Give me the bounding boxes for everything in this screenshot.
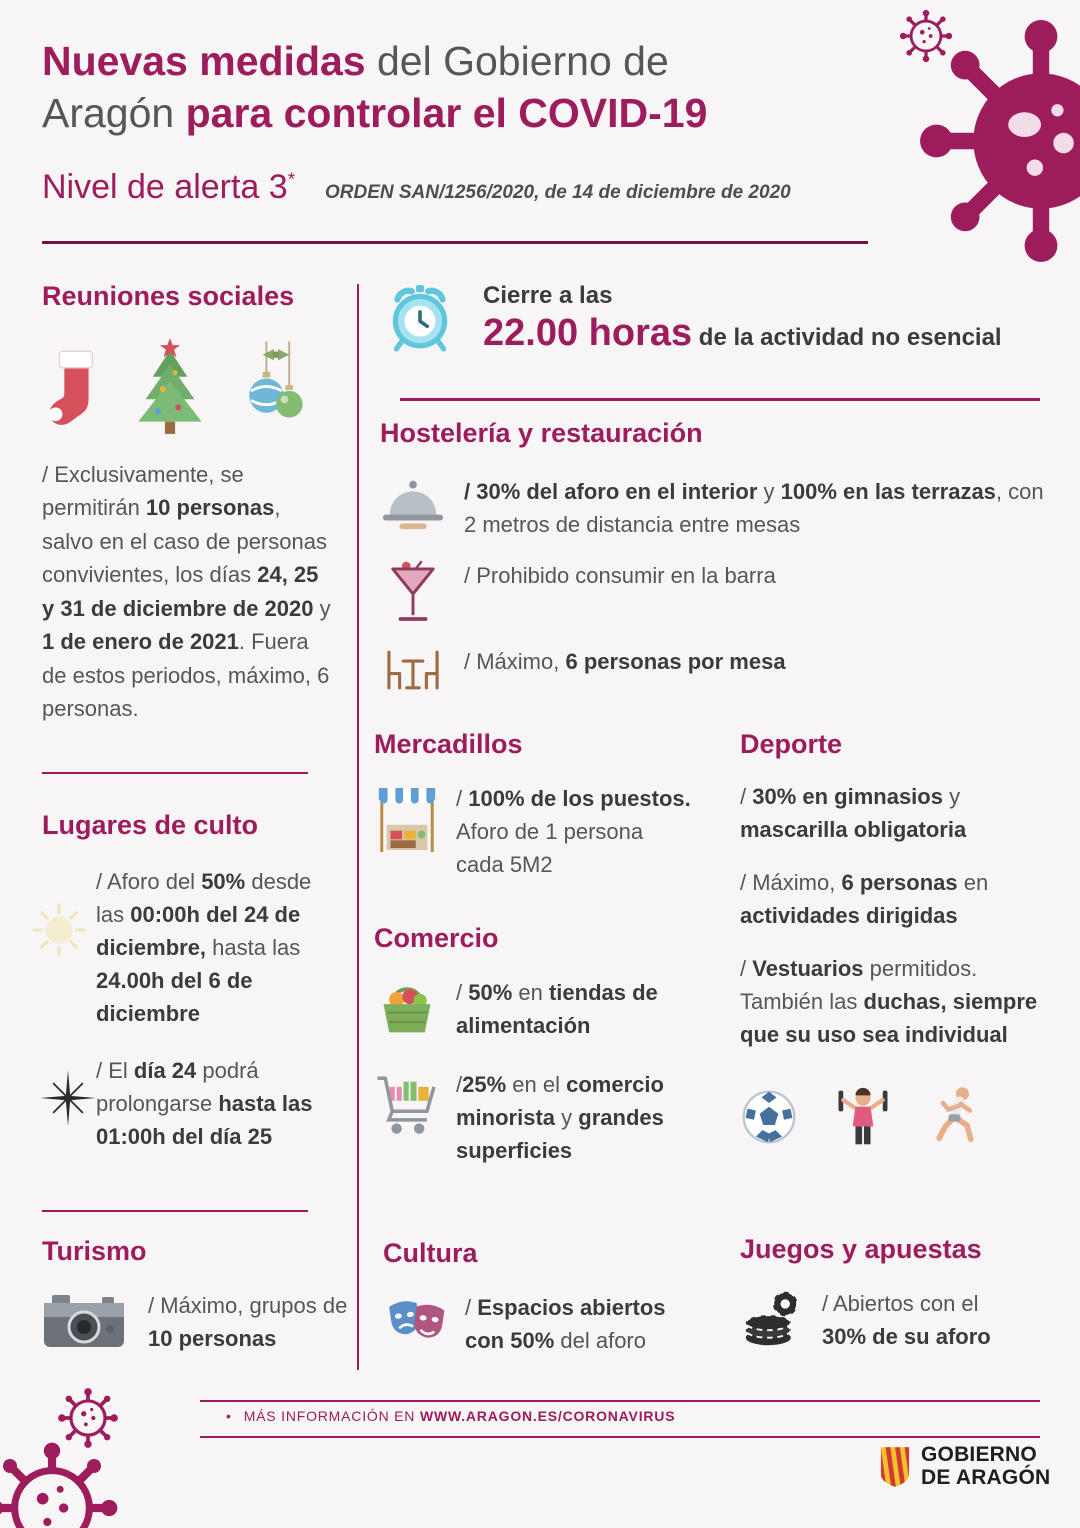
coronavirus-info-link[interactable]: WWW.ARAGON.ES/CORONAVIRUS bbox=[419, 1408, 676, 1424]
sports-icons-row bbox=[740, 1085, 1042, 1149]
comercio-text-1: / 50% en tiendas de alimentación bbox=[456, 980, 658, 1038]
section-title: Cultura bbox=[383, 1238, 478, 1268]
reuniones-text: / Exclusivamente, se permitirán 10 personas, salvo en el caso de personas convivientes, los días 24, 25 y 31 de diciembre de 2020 y 1 de enero de 2021. Fuera de estos periodos, máximo, 6 personas. bbox=[42, 462, 331, 722]
theater-masks-icon bbox=[383, 1291, 449, 1355]
christmas-tree-icon bbox=[130, 336, 210, 438]
serving-tray-icon bbox=[381, 475, 445, 531]
closing-time-block bbox=[483, 278, 1002, 371]
shopping-cart-icon bbox=[374, 1068, 440, 1144]
section-title: Hostelería y restauración bbox=[380, 418, 703, 448]
section-comercio bbox=[374, 923, 708, 1167]
section-cultura bbox=[383, 1238, 727, 1357]
closing-scope: de la actividad no esencial bbox=[692, 324, 1002, 351]
turismo-text: / Máximo, grupos de 10 personas bbox=[148, 1293, 348, 1351]
section-deporte bbox=[740, 729, 1042, 1149]
deporte-text-2: / Máximo, 6 personas en actividades dirigidas bbox=[740, 870, 989, 928]
star-icon bbox=[40, 1070, 96, 1126]
section-title: Reuniones sociales bbox=[42, 281, 295, 311]
hosteleria-item bbox=[380, 475, 1046, 541]
hosteleria-item bbox=[380, 645, 1046, 695]
closing-intro: Cierre a las bbox=[483, 282, 613, 309]
section-juegos-apuestas bbox=[740, 1234, 1042, 1353]
section-title: Juegos y apuestas bbox=[740, 1234, 982, 1264]
closing-line bbox=[483, 312, 1002, 355]
hosteleria-item bbox=[380, 559, 1046, 627]
cultura-row bbox=[383, 1291, 727, 1357]
footer-info bbox=[226, 1408, 675, 1424]
comercio-text-2: /25% en el comercio minorista y grandes superficies bbox=[456, 1072, 664, 1163]
footer-divider-bottom bbox=[200, 1436, 1040, 1438]
page-title bbox=[42, 36, 902, 139]
section-mercadillos bbox=[374, 729, 704, 881]
section-divider bbox=[42, 1210, 308, 1212]
culto-text-2: / El día 24 podrá prolongarse hasta las 01:00h del día 25 bbox=[96, 1058, 313, 1149]
footer-divider-top bbox=[200, 1400, 1040, 1402]
turismo-row bbox=[42, 1289, 358, 1355]
market-stall-icon bbox=[375, 782, 439, 856]
section-title: Deporte bbox=[740, 729, 843, 759]
mercadillos-row bbox=[374, 782, 704, 881]
section-divider bbox=[400, 398, 1040, 401]
section-turismo bbox=[42, 1236, 358, 1355]
section-title: Turismo bbox=[42, 1236, 147, 1266]
juegos-row bbox=[740, 1287, 1042, 1353]
alert-row bbox=[42, 168, 1022, 207]
mercadillos-text: / 100% de los puestos. Aforo de 1 persona cada 5M2 bbox=[456, 786, 691, 877]
poker-chips-icon bbox=[742, 1287, 804, 1349]
culto-item bbox=[42, 865, 340, 1030]
header-divider bbox=[42, 241, 868, 244]
alert-asterisk: * bbox=[287, 168, 295, 190]
section-divider bbox=[42, 772, 308, 774]
section-reuniones-sociales bbox=[42, 281, 334, 726]
section-title: Comercio bbox=[374, 923, 499, 953]
comercio-item bbox=[374, 976, 708, 1042]
culto-text-1: / Aforo del 50% desde las 00:00h del 24 de diciembre, hasta las 24.00h del 6 de diciembre bbox=[96, 869, 312, 1026]
gobierno-aragon-text: GOBIERNO DE ARAGÓN bbox=[921, 1443, 1051, 1489]
comercio-item bbox=[374, 1068, 708, 1167]
section-hosteleria bbox=[380, 418, 1046, 695]
stocking-icon bbox=[44, 342, 106, 438]
baubles-icon bbox=[234, 340, 314, 438]
camera-icon bbox=[42, 1289, 126, 1351]
hosteleria-text-1: / 30% del aforo en el interior y 100% en las terrazas, con 2 metros de distancia entre mesas bbox=[464, 479, 1044, 537]
coronavirus-icon bbox=[0, 1438, 122, 1528]
juegos-text: / Abiertos con el 30% de su aforo bbox=[822, 1291, 991, 1349]
aragon-flag-icon bbox=[878, 1444, 912, 1490]
deporte-text-3: / Vestuarios permitidos. También las duchas, siempre que su uso sea individual bbox=[740, 956, 1038, 1047]
culto-item bbox=[42, 1054, 340, 1153]
section-title: Lugares de culto bbox=[42, 810, 259, 840]
footer-info-text: MÁS INFORMACIÓN EN WWW.ARAGON.ES/CORONAVIRUS bbox=[243, 1408, 676, 1424]
hosteleria-text-2: / Prohibido consumir en la barra bbox=[464, 563, 776, 588]
alert-level: Nivel de alerta 3* bbox=[42, 168, 295, 206]
cocktail-icon bbox=[387, 559, 439, 627]
closing-time: 22.00 horas bbox=[483, 312, 693, 354]
running-icon bbox=[928, 1085, 982, 1149]
vertical-divider bbox=[357, 284, 359, 1370]
section-cierre bbox=[383, 278, 1045, 371]
sun-icon bbox=[30, 901, 88, 959]
weightlifting-icon bbox=[834, 1085, 892, 1149]
hosteleria-text-3: / Máximo, 6 personas por mesa bbox=[464, 649, 786, 674]
header bbox=[42, 36, 902, 139]
section-title: Mercadillos bbox=[374, 729, 523, 759]
soccer-ball-icon bbox=[740, 1088, 798, 1146]
deporte-text-1: / 30% en gimnasios y mascarilla obligatoria bbox=[740, 784, 967, 842]
grocery-basket-icon bbox=[375, 976, 439, 1038]
gobierno-aragon-logo bbox=[878, 1444, 1050, 1490]
order-reference: ORDEN SAN/1256/2020, de 14 de diciembre de 2020 bbox=[324, 182, 791, 203]
bullet: • bbox=[226, 1408, 232, 1424]
alarm-clock-icon bbox=[383, 278, 457, 354]
christmas-icons-row bbox=[44, 334, 332, 438]
section-lugares-de-culto bbox=[42, 810, 344, 1153]
title-line-2: Aragón para controlar el COVID-19 bbox=[42, 89, 708, 136]
coronavirus-icon bbox=[918, 18, 1080, 264]
title-line-1: Nuevas medidas del Gobierno de bbox=[42, 38, 669, 84]
table-chairs-icon bbox=[380, 645, 446, 695]
cultura-text: / Espacios abiertos con 50% del aforo bbox=[465, 1295, 666, 1353]
